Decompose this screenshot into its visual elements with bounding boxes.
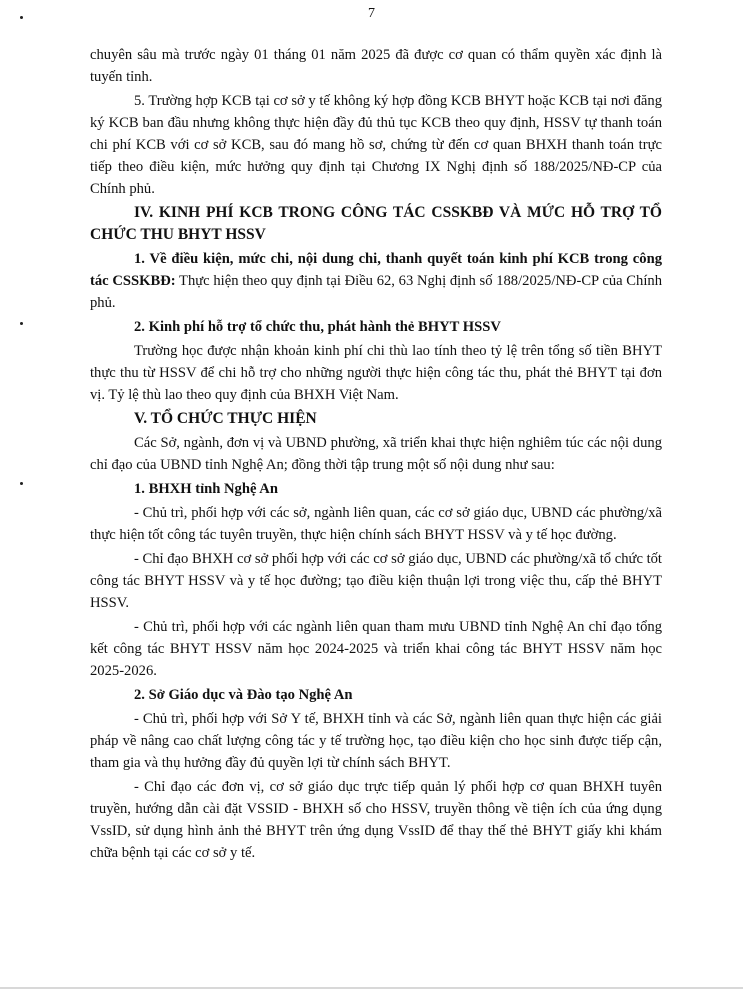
paragraph: - Chủ trì, phối hợp với các ngành liên quan tham mưu UBND tỉnh Nghệ An chỉ đạo tổng kết công tác BHYT HSSV năm học 2024-2025 và triển khai công tác BHYT HSSV năm học 2025-2026. [90, 619, 662, 679]
subsection-heading: 2. Kinh phí hỗ trợ tổ chức thu, phát hành thẻ BHYT HSSV [134, 319, 501, 335]
paragraph-lead: 1. Về điều kiện, mức chi, nội dung chi, thanh quyết toán kinh phí KCB trong công tác CSSKBĐ: [90, 251, 662, 289]
paragraph: Các Sở, ngành, đơn vị và UBND phường, xã triển khai thực hiện nghiêm túc các nội dung chỉ đạo của UBND tỉnh Nghệ An; đồng thời tập trung một số nội dung như sau: [90, 435, 662, 473]
section-heading: V. TỔ CHỨC THỰC HIỆN [134, 410, 317, 427]
scan-dot [20, 482, 23, 485]
paragraph: - Chủ trì, phối hợp với các sở, ngành liên quan, các cơ sở giáo dục, UBND các phường/xã thực hiện tốt công tác tuyên truyền, thực hiện chính sách BHYT HSSV và y tế học đường. [90, 505, 662, 543]
paragraph: - Chỉ đạo các đơn vị, cơ sở giáo dục trực tiếp quản lý phối hợp cơ quan BHXH tuyên truyền, hướng dẫn cài đặt VSSID - BHXH số cho HSSV, truyền thông về tiện ích của ứng dụng VssID, sử dụng hình ảnh thẻ BHYT trên ứng dụng VssID để thay thế thẻ BHYT giấy khi khám chữa bệnh tại các cơ sở y tế. [90, 779, 662, 861]
paragraph [90, 248, 662, 314]
document-body [90, 44, 662, 866]
paragraph: 5. Trường hợp KCB tại cơ sở y tế không ký hợp đồng KCB BHYT hoặc KCB tại nơi đăng ký KCB ban đầu nhưng không thực hiện đầy đủ thủ tục KCB theo quy định, HSSV tự thanh toán chi phí KCB với cơ sở KCB, sau đó mang hồ sơ, chứng từ đến cơ quan BHXH thanh toán trực tiếp theo điều kiện, mức hưởng quy định tại Chương IX Nghị định số 188/2025/NĐ-CP của Chính phủ. [90, 93, 662, 197]
paragraph: - Chủ trì, phối hợp với Sở Y tế, BHXH tỉnh và các Sở, ngành liên quan thực hiện các giải pháp về nâng cao chất lượng công tác y tế trường học, tạo điều kiện cho học sinh được tiếp cận, tham gia và thụ hưởng đầy đủ quyền lợi từ chính sách BHYT. [90, 711, 662, 771]
paragraph: - Chỉ đạo BHXH cơ sở phối hợp với các cơ sở giáo dục, UBND các phường/xã tổ chức tốt công tác BHYT HSSV và y tế học đường; tạo điều kiện thuận lợi trong việc thu, cấp thẻ BHYT HSSV. [90, 551, 662, 611]
scan-dot [20, 322, 23, 325]
paragraph: chuyên sâu mà trước ngày 01 tháng 01 năm 2025 đã được cơ quan có thẩm quyền xác định là tuyến tỉnh. [90, 47, 662, 85]
subsection-heading: 2. Sở Giáo dục và Đào tạo Nghệ An [134, 687, 353, 703]
paragraph-text: Thực hiện theo quy định tại Điều 62, 63 Nghị định số 188/2025/NĐ-CP của Chính phủ. [90, 273, 662, 311]
page-number: 7 [368, 6, 375, 21]
subsection-heading: 1. BHXH tỉnh Nghệ An [134, 481, 278, 497]
paragraph: Trường học được nhận khoản kinh phí chi thù lao tính theo tỷ lệ trên tổng số tiền BHYT thực thu từ HSSV để chi hỗ trợ cho những người thực hiện công tác thu, phát thẻ BHYT tại đơn vị. Tỷ lệ thù lao theo quy định của BHXH Việt Nam. [90, 343, 662, 403]
section-heading: IV. KINH PHÍ KCB TRONG CÔNG TÁC CSSKBĐ VÀ MỨC HỖ TRỢ TỔ CHỨC THU BHYT HSSV [90, 204, 662, 243]
